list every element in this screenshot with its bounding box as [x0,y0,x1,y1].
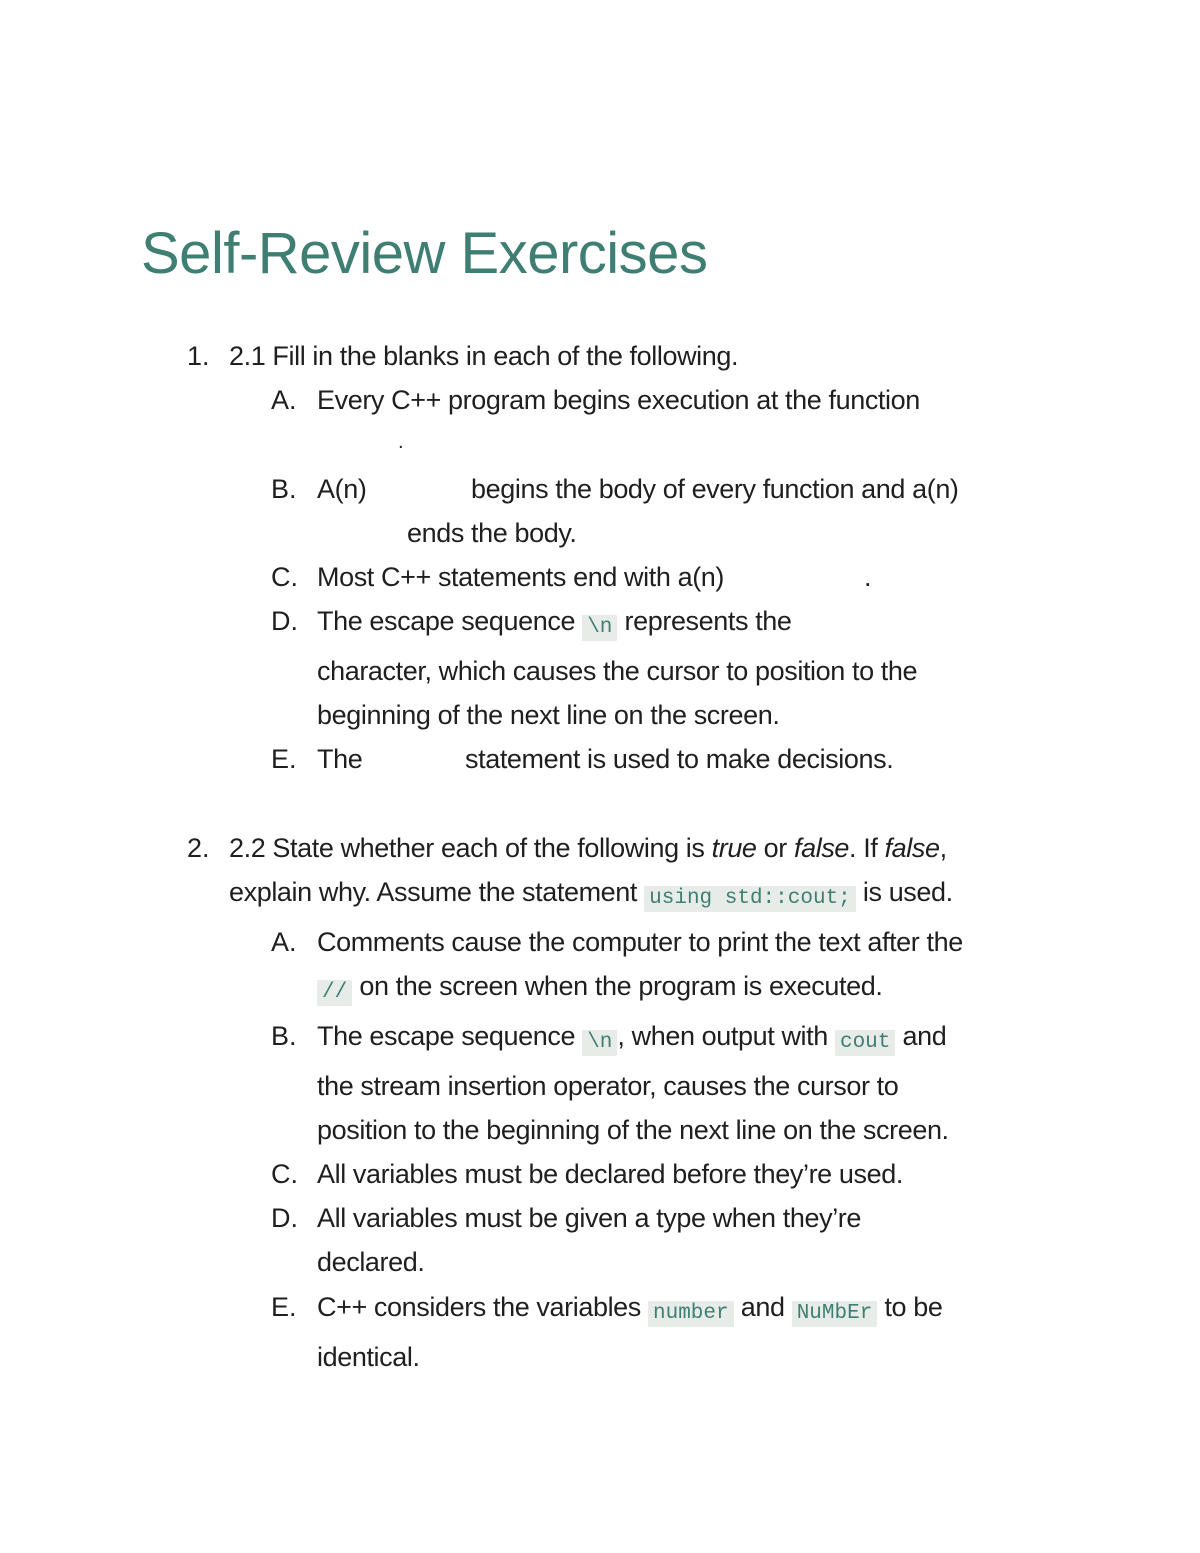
item-text: the stream insertion operator, causes the cursor to [317,1071,899,1101]
prompt-emphasis: false [794,833,850,863]
item-text: All variables must be given a type when they’re [317,1203,861,1233]
item-text: ends the body. [407,518,577,548]
item-text: declared. [317,1247,425,1277]
item-text-part: C++ considers the variables [317,1292,641,1322]
item-text: begins the body of every function and a(n) [471,474,959,504]
item-text-part: The escape sequence [317,1021,576,1051]
exercise-prompt [229,830,947,866]
item-text: All variables must be declared before they’re used. [317,1159,903,1189]
code-snippet: \n [582,1030,617,1056]
item-text: The [317,744,363,774]
exercise-prompt-continued [229,874,953,915]
item-text-part: , when output with [617,1021,828,1051]
item-text: . [398,431,404,453]
prompt-part: , [939,833,947,863]
prompt-part: is used. [862,877,953,907]
item-label: A. [271,927,297,957]
item-text: character, which causes the cursor to position to the [317,656,918,686]
prompt-emphasis: false [884,833,940,863]
item-text-part: and [740,1292,785,1322]
item-label: D. [271,606,298,636]
item-text-part: on the screen when the program is executed. [359,971,883,1001]
exercise-number: 1. [187,341,210,371]
item-label: C. [271,1159,298,1189]
item-text: beginning of the next line on the screen. [317,700,780,730]
item-text: statement is used to make decisions. [465,744,894,774]
item-text: A(n) [317,474,367,504]
item-label: B. [271,1021,297,1051]
item-text-part: and [902,1021,947,1051]
exercise-number: 2. [187,833,210,863]
item-text [317,1018,946,1059]
item-text: identical. [317,1342,420,1372]
exercise-prompt: 2.1 Fill in the blanks in each of the following. [229,341,739,371]
item-text: Every C++ program begins execution at the function [317,385,920,415]
page-title: Self-Review Exercises [141,221,708,286]
item-text: Comments cause the computer to print the text after the [317,927,963,957]
code-snippet: number [648,1301,734,1327]
prompt-emphasis: true [711,833,757,863]
item-text [317,603,792,644]
item-label: E. [271,744,297,774]
item-text-part: The escape sequence [317,606,576,636]
item-label: E. [271,1292,297,1322]
item-label: D. [271,1203,298,1233]
item-label: A. [271,385,297,415]
code-snippet: cout [835,1030,895,1056]
item-text: . [864,562,872,592]
item-text-part: to be [884,1292,943,1322]
prompt-part: 2.2 State whether each of the following is [229,833,705,863]
code-snippet: \n [582,615,617,641]
item-text: position to the beginning of the next line on the screen. [317,1115,949,1145]
item-text [317,1289,943,1330]
prompt-part: or [763,833,787,863]
item-label: B. [271,474,297,504]
code-snippet: NuMbEr [792,1301,878,1327]
item-text-part: represents the [624,606,792,636]
code-snippet: using std::cout; [644,886,856,912]
item-text [317,968,882,1009]
item-text: Most C++ statements end with a(n) [317,562,724,592]
prompt-part: explain why. Assume the statement [229,877,638,907]
code-snippet: // [317,980,352,1006]
prompt-part: . If [849,833,878,863]
item-label: C. [271,562,298,592]
